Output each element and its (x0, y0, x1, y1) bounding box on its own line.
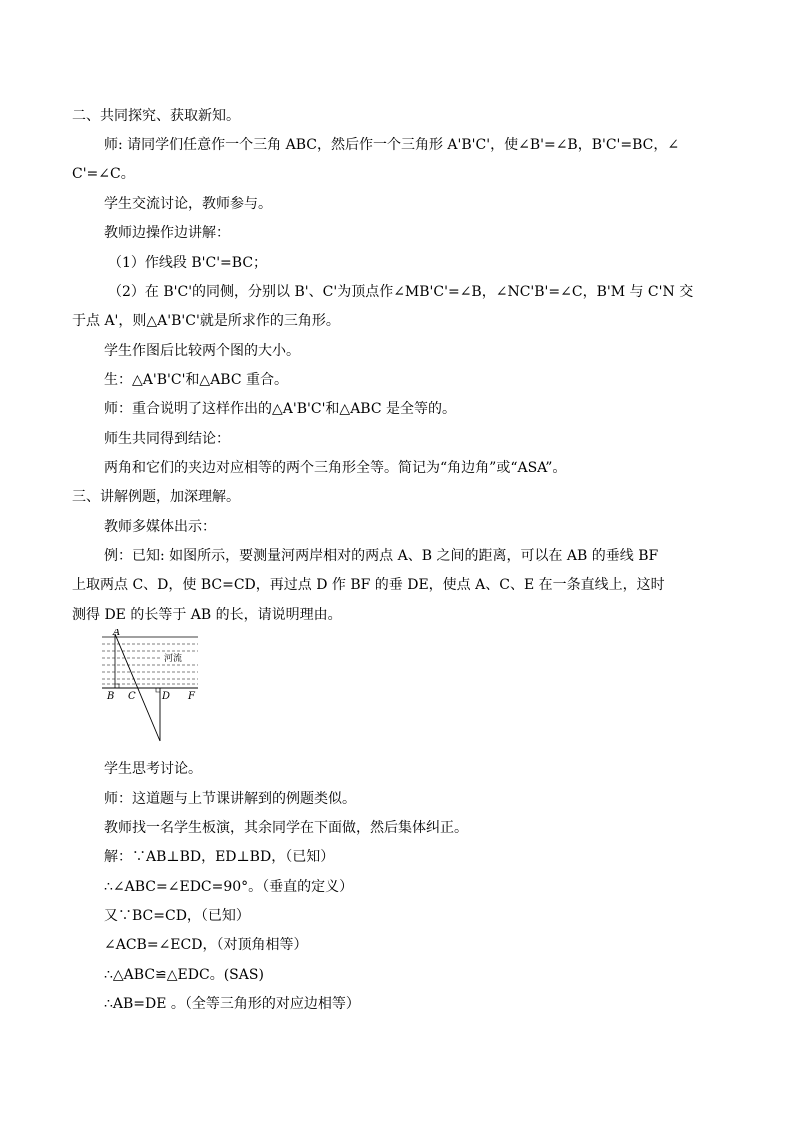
conclusion: 两角和它们的夹边对应相等的两个三角形全等。简记为“角边角”或“ASA”。 (104, 460, 567, 476)
paragraph: 学生交流讨论，教师参与。 (104, 196, 272, 212)
label-F: F (188, 691, 195, 702)
paragraph: 师: 请同学们任意作一个三角 ABC，然后作一个三角形 A'B'C'，使∠B'=∠B，B'C'=BC，∠ (104, 137, 680, 153)
section-heading-3: 三、讲解例题，加深理解。 (72, 489, 240, 505)
right-angle-D (156, 688, 160, 692)
paragraph: 教师找一名学生板演，其余同学在下面做，然后集体纠正。 (104, 820, 468, 836)
paragraph: 学生作图后比较两个图的大小。 (104, 343, 300, 359)
solution-line: 解：∵AB⊥BD，ED⊥BD，（已知） (104, 849, 335, 865)
paragraph: 学生思考讨论。 (104, 761, 202, 777)
label-A: A (113, 629, 121, 638)
right-angle-B (115, 684, 119, 688)
solution-line: ∠ACB=∠ECD，（对顶角相等） (104, 937, 308, 953)
paragraph: 师生共同得到结论： (104, 431, 230, 447)
river-figure (102, 629, 202, 745)
paragraph: 生：△A'B'C'和△ABC 重合。 (104, 372, 289, 388)
paragraph: 于点 A'，则△A'B'C'就是所求作的三角形。 (72, 313, 340, 329)
solution-line: ∴AB=DE 。（全等三角形的对应边相等） (104, 996, 360, 1012)
paragraph: 教师边操作边讲解： (104, 225, 230, 241)
solution-line: ∴△ABC≌△EDC。(SAS) (104, 967, 264, 983)
solution-line: 又∵BC=CD，（已知） (104, 908, 250, 924)
step-item: （1）作线段 B'C'=BC； (108, 255, 268, 271)
label-C: C (128, 691, 136, 702)
solution-line: ∴∠ABC=∠EDC=90°。（垂直的定义） (104, 879, 354, 895)
label-river: 河流 (164, 654, 183, 664)
paragraph: 师：重合说明了这样作出的△A'B'C'和△ABC 是全等的。 (104, 401, 457, 417)
label-D: D (162, 691, 171, 702)
example-text: 例：已知: 如图所示，要测量河两岸相对的两点 A、B 之间的距离，可以在 AB 的垂线 BF (104, 548, 659, 564)
paragraph: 师：这道题与上节课讲解到的例题类似。 (104, 791, 356, 807)
example-text: 上取两点 C、D，使 BC=CD，再过点 D 作 BF 的垂 DE，使点 A、C、E 在一条直线上，这时 (72, 577, 665, 593)
paragraph: C'=∠C。 (72, 166, 135, 182)
paragraph: 教师多媒体出示： (104, 519, 216, 535)
step-item: （2）在 B'C'的同侧，分别以 B'、C'为顶点作∠MB'C'=∠B，∠NC'B'=∠C，B'M 与 C'N 交 (108, 284, 694, 300)
label-B: B (107, 691, 115, 702)
section-heading-2: 二、共同探究、获取新知。 (72, 108, 240, 124)
example-text: 测得 DE 的长等于 AB 的长，请说明理由。 (72, 607, 342, 623)
